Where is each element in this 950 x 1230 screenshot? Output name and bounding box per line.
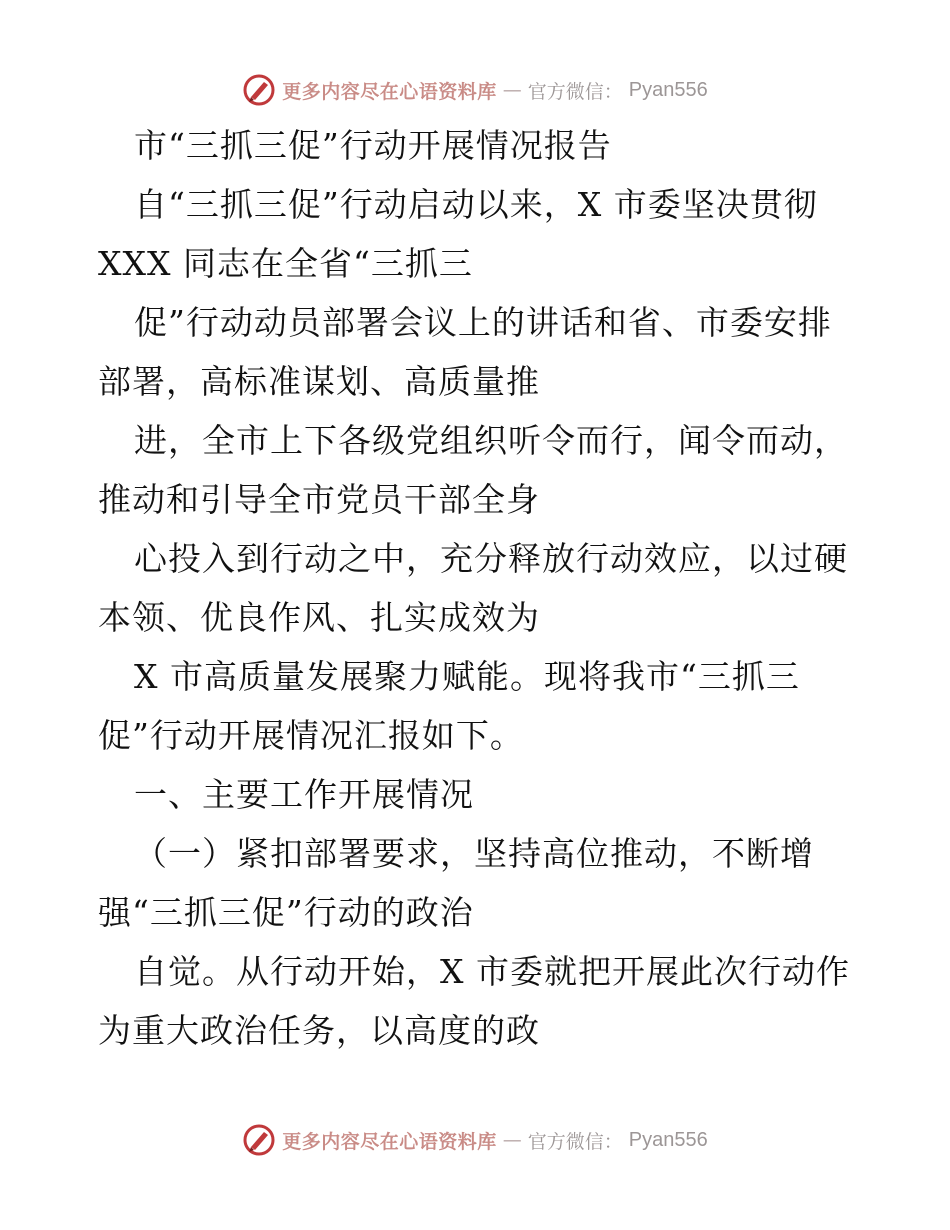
text-line: 推动和引导全市党员干部全身 xyxy=(98,480,540,519)
document-title: 市“三抓三促”行动开展情况报告 xyxy=(134,126,612,165)
watermark-site-text: 更多内容尽在心语资料库 xyxy=(282,1130,497,1153)
header-watermark xyxy=(0,70,950,110)
text-line: 进，全市上下各级党组织听令而行，闻令而动， xyxy=(134,421,848,460)
watermark-official-label: 官方微信： xyxy=(527,1130,623,1153)
text-line: 促”行动动员部署会议上的讲话和省、市委安排 xyxy=(134,303,832,342)
text-line: 心投入到行动之中，充分释放行动效应，以过硬 xyxy=(134,539,848,578)
pen-logo-icon xyxy=(242,73,276,107)
footer-watermark xyxy=(0,1120,950,1160)
text-line: 强“三抓三促”行动的政治 xyxy=(98,893,474,932)
subsection-heading: （一）紧扣部署要求，坚持高位推动，不断增 xyxy=(134,834,814,873)
watermark-group xyxy=(242,73,708,107)
text-line: 促”行动开展情况汇报如下。 xyxy=(98,716,524,755)
watermark-wechat-id: Pyan556 xyxy=(628,78,708,101)
text-line: 自“三抓三促”行动启动以来，X 市委坚决贯彻 xyxy=(134,185,818,224)
text-line: X 市高质量发展聚力赋能。现将我市“三抓三 xyxy=(134,657,800,696)
watermark-group xyxy=(242,1123,708,1157)
text-line: 本领、优良作风、扎实成效为 xyxy=(98,598,540,637)
watermark-dash: — xyxy=(502,1129,522,1151)
text-line: XXX 同志在全省“三抓三 xyxy=(98,244,473,283)
section-heading: 一、主要工作开展情况 xyxy=(134,775,474,814)
watermark-wechat-id: Pyan556 xyxy=(628,1128,708,1151)
watermark-official-label: 官方微信： xyxy=(527,80,623,103)
pen-logo-icon xyxy=(242,1123,276,1157)
watermark-dash: — xyxy=(502,79,522,101)
text-line: 部署，高标准谋划、高质量推 xyxy=(98,362,540,401)
text-line: 为重大政治任务，以高度的政 xyxy=(98,1011,540,1050)
text-line: 自觉。从行动开始，X 市委就把开展此次行动作 xyxy=(134,952,850,991)
watermark-site-text: 更多内容尽在心语资料库 xyxy=(282,80,497,103)
